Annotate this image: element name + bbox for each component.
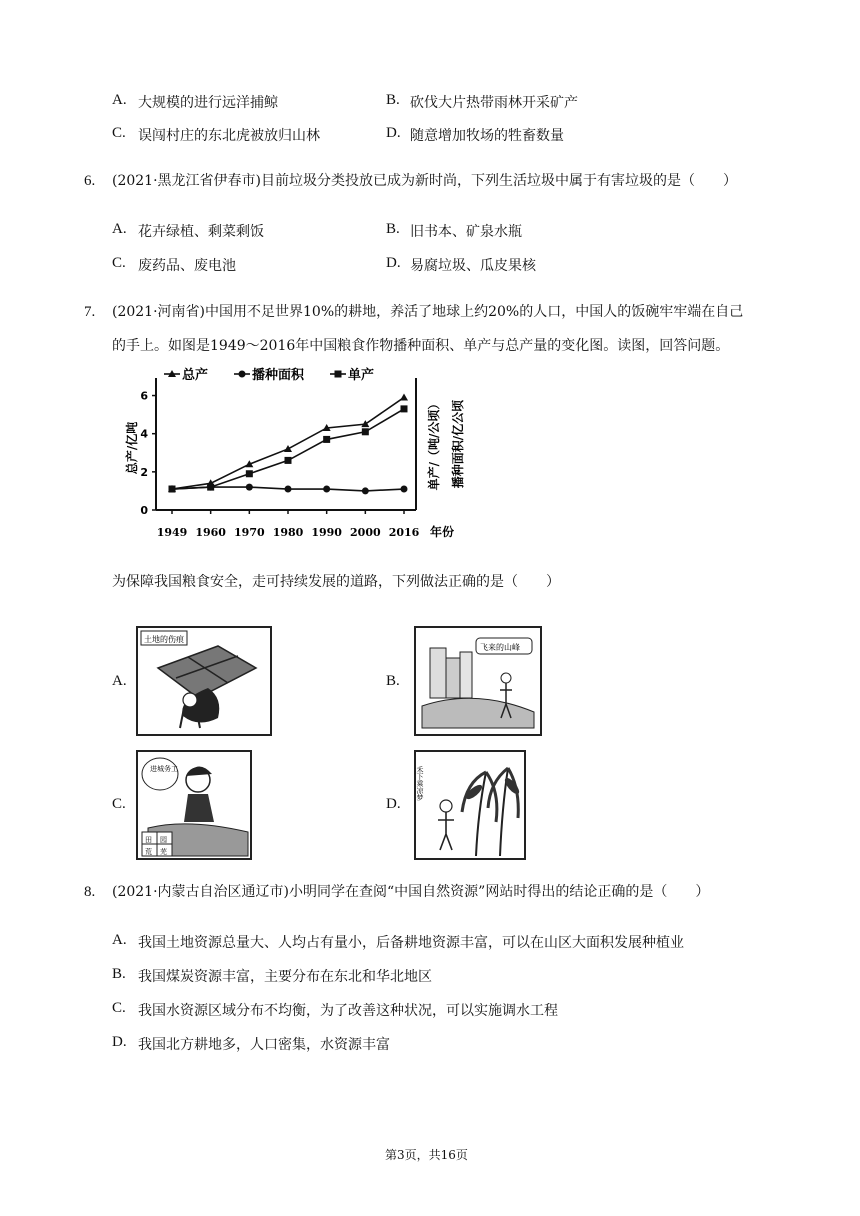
cartoon-c-sub-1: 田	[145, 836, 152, 844]
q6-option-d-letter: D.	[386, 255, 401, 271]
y-axis-label-left: 总产/亿吨	[125, 421, 139, 475]
series-3-point-2016	[401, 405, 408, 412]
cartoon-d-caption-vertical	[416, 765, 424, 802]
series-3-point-1970	[246, 470, 253, 477]
cartoon-d	[414, 750, 526, 860]
q5-option-d-letter: D.	[386, 125, 401, 141]
series-3-point-1980	[285, 457, 292, 464]
q6-option-c: 废药品、废电池	[138, 258, 236, 274]
q6-option-c-letter: C.	[112, 255, 126, 271]
q7-option-d-letter: D.	[386, 796, 401, 812]
cartoon-a-drawing	[138, 628, 270, 734]
y-tick-label-0: 0	[140, 504, 148, 517]
q6-option-b-letter: B.	[386, 221, 400, 237]
series-1-point-2016	[400, 393, 408, 400]
cartoon-c	[136, 750, 252, 860]
x-tick-label-1949: 1949	[156, 526, 188, 539]
x-tick-label-1970: 1970	[234, 526, 265, 539]
q7-question: 为保障我国粮食安全，走可持续发展的道路，下列做法正确的是（ ）	[112, 574, 560, 590]
legend-marker-3	[335, 371, 342, 378]
q5-option-c: 误闯村庄的东北虎被放归山林	[138, 128, 320, 144]
cartoon-c-sub-4: 芜	[160, 848, 167, 856]
cartoon-d-drawing	[416, 752, 524, 858]
q8-option-b: 我国煤炭资源丰富，主要分布在东北和华北地区	[138, 969, 432, 985]
x-tick-label-2000: 2000	[350, 526, 381, 539]
series-3-point-2000	[362, 428, 369, 435]
q5-option-b-letter: B.	[386, 92, 400, 108]
q7-option-a-letter: A.	[112, 673, 127, 689]
q8-option-a: 我国土地资源总量大、人均占有量小，后备耕地资源丰富，可以在山区大面积发展种植业	[138, 935, 684, 951]
q7-option-c-letter: C.	[112, 796, 126, 812]
cartoon-c-sub-3: 荒	[145, 848, 152, 856]
x-tick-label-2016: 2016	[388, 526, 420, 539]
series-2-point-2000	[362, 487, 369, 494]
q7-stem-line2: 的手上。如图是1949～2016年中国粮食作物播种面积、单产与总产量的变化图。读图，回答问题。	[112, 338, 730, 354]
q5-option-c-letter: C.	[112, 125, 126, 141]
x-tick-label-1980: 1980	[272, 526, 304, 539]
x-tick-label-1960: 1960	[195, 526, 226, 539]
q5-option-a-letter: A.	[112, 92, 127, 108]
series-2-point-1990	[323, 486, 330, 493]
q8-option-d: 我国北方耕地多，人口密集，水资源丰富	[138, 1037, 390, 1053]
series-3-point-1960	[207, 484, 214, 491]
series-3-point-1990	[323, 436, 330, 443]
q5-option-b: 砍伐大片热带雨林开采矿产	[410, 95, 578, 111]
chart-axes	[124, 378, 465, 539]
q6-option-b: 旧书本、矿泉水瓶	[410, 224, 522, 240]
q7-number: 7.	[84, 304, 96, 320]
series-2-point-2016	[401, 486, 408, 493]
cartoon-b	[414, 626, 542, 736]
x-axis-label: 年份	[430, 525, 455, 539]
y-tick-label-4: 4	[140, 427, 148, 441]
q6-option-a: 花卉绿植、剩菜剩饭	[138, 224, 264, 240]
q5-option-d: 随意增加牧场的牲畜数量	[410, 128, 564, 144]
chart-plot	[168, 393, 408, 494]
cartoon-d-caption: 禾下乘凉梦	[416, 766, 424, 801]
q7-option-b-letter: B.	[386, 673, 400, 689]
cartoon-c-sub-2: 园	[160, 836, 167, 844]
q6-option-d: 易腐垃圾、瓜皮果核	[410, 258, 536, 274]
cartoon-b-caption: 飞来的山峰	[480, 643, 520, 652]
cartoon-a	[136, 626, 272, 736]
q8-option-c: 我国水资源区域分布不均衡，为了改善这种状况，可以实施调水工程	[138, 1003, 558, 1019]
q8-option-b-letter: B.	[112, 966, 126, 982]
q6-option-a-letter: A.	[112, 221, 127, 237]
chart-legend	[164, 367, 374, 383]
q6-stem: (2021·黑龙江省伊春市)目前垃圾分类投放已成为新时尚，下列生活垃圾中属于有害垃圾的是（ ）	[112, 173, 738, 189]
legend-label-1: 总产	[182, 368, 209, 383]
cartoon-b-drawing	[416, 628, 540, 734]
cartoon-c-caption: 进城务工	[150, 765, 178, 773]
cartoon-c-drawing	[138, 752, 250, 858]
q8-stem: (2021·内蒙古自治区通辽市)小明同学在查阅“中国自然资源”网站时得出的结论正确的是（ ）	[112, 884, 710, 900]
y-tick-label-6: 6	[140, 389, 148, 403]
q5-option-a: 大规模的进行远洋捕鲸	[138, 95, 278, 111]
legend-label-2: 播种面积	[252, 368, 305, 383]
page-footer: 第3页，共16页	[385, 1148, 468, 1162]
grain-production-chart	[118, 366, 488, 552]
q6-number: 6.	[84, 173, 96, 189]
legend-marker-2	[239, 371, 246, 378]
series-2-point-1970	[246, 484, 253, 491]
series-line-1	[172, 397, 404, 489]
series-2-point-1980	[285, 486, 292, 493]
q8-option-c-letter: C.	[112, 1000, 126, 1016]
y-tick-label-2: 2	[140, 465, 148, 479]
y-axis-label-right-2: 播种面积/亿公顷	[451, 399, 465, 489]
legend-label-3: 单产	[348, 368, 375, 383]
q8-option-a-letter: A.	[112, 932, 127, 948]
y-axis-label-right-1: 单产/（吨/公顷）	[427, 397, 441, 491]
series-1-point-1980	[284, 445, 292, 452]
x-tick-label-1990: 1990	[311, 526, 342, 539]
cartoon-a-caption: 土地的伤痕	[144, 635, 184, 644]
q8-number: 8.	[84, 884, 96, 900]
q8-option-d-letter: D.	[112, 1034, 127, 1050]
series-3-point-1949	[169, 486, 176, 493]
q7-stem-line1: (2021·河南省)中国用不足世界10%的耕地，养活了地球上约20%的人口，中国人的饭碗牢牢端在自己	[112, 304, 744, 320]
